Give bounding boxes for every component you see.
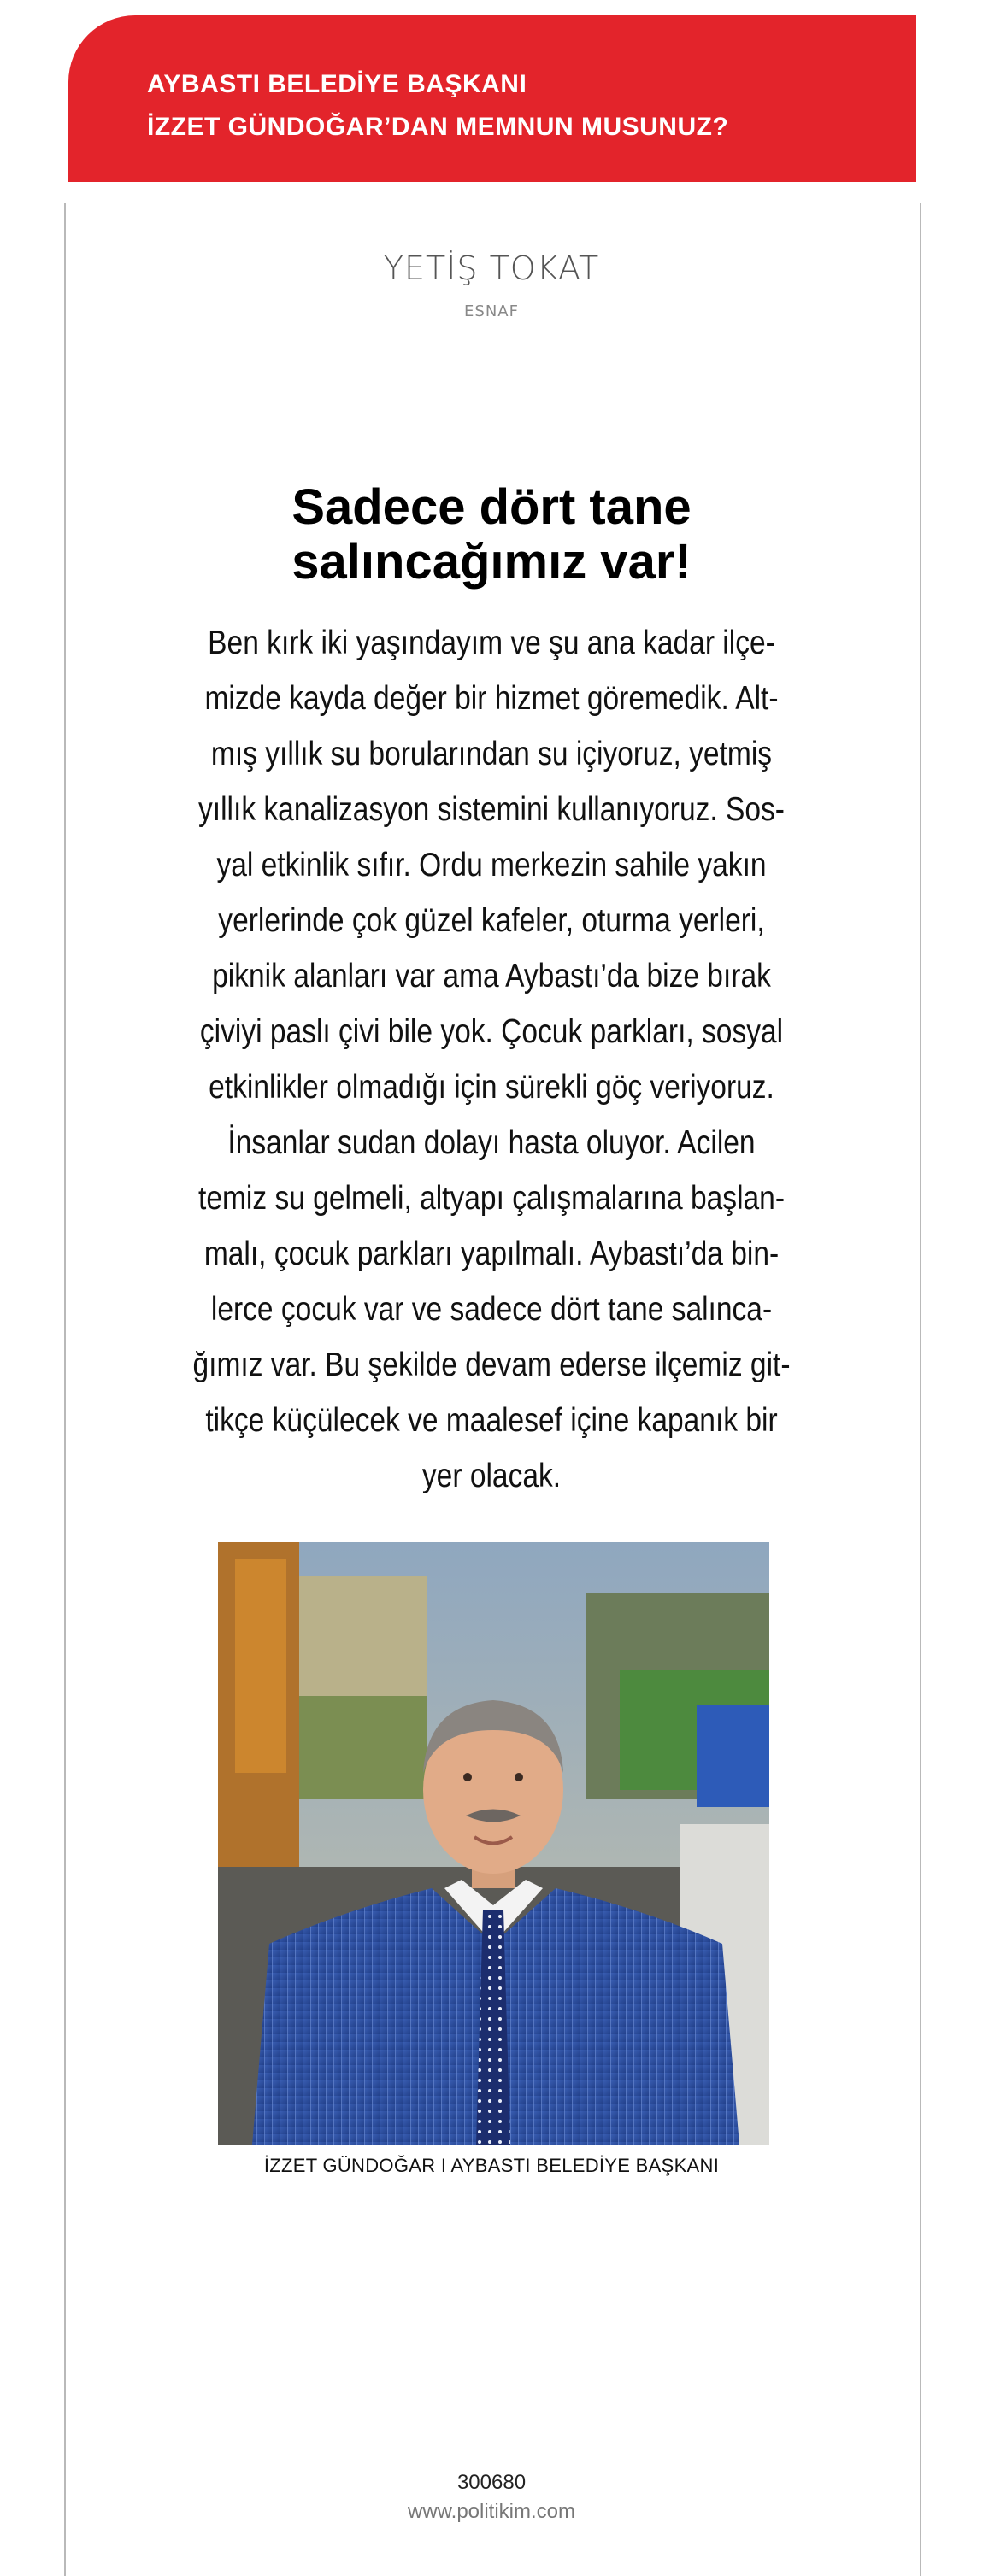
body-line: çiviyi paslı çivi bile yok. Çocuk parkları, sosyal (199, 1013, 784, 1050)
photo-caption: İZZET GÜNDOĞAR I AYBASTI BELEDİYE BAŞKANI (263, 2155, 720, 2176)
interviewee-role: ESNAF (464, 302, 519, 320)
body-line: piknik alanları var ama Aybastı’da bize bırak (212, 958, 771, 995)
body-line: yıllık kanalizasyon sistemini kullanıyoruz. Sos- (198, 791, 785, 828)
frame-divider-left (64, 203, 66, 2576)
header-banner (68, 15, 916, 182)
headline-line-1: Sadece dört tane (291, 479, 692, 535)
website-link[interactable]: www.politikim.com (407, 2500, 576, 2523)
article-headline (150, 480, 833, 590)
interviewee-name: YETİŞ TOKAT (383, 249, 600, 287)
body-line: mizde kayda değer bir hizmet göremedik. Alt- (204, 680, 779, 717)
article-body (128, 615, 855, 1504)
body-line: yerlerinde çok güzel kafeler, oturma yerleri, (218, 902, 765, 939)
body-line: mış yıllık su borularından su içiyoruz, yetmiş (210, 736, 773, 772)
body-line: temiz su gelmeli, altyapı çalışmalarına başlan- (197, 1180, 785, 1217)
page-code: 300680 (456, 2471, 527, 2494)
mayor-portrait-photo (218, 1542, 769, 2145)
body-line: malı, çocuk parkları yapılmalı. Aybastı’da bin- (203, 1235, 780, 1272)
header-title-line-2: İZZET GÜNDOĞAR’DAN MEMNUN MUSUNUZ? (147, 113, 729, 141)
body-line: ğımız var. Bu şekilde devam ederse ilçemiz git- (192, 1347, 791, 1383)
headline-line-2: salıncağımız var! (291, 534, 692, 590)
body-line: lerce çocuk var ve sadece dört tane salınca- (210, 1291, 773, 1328)
frame-divider-right (920, 203, 921, 2576)
body-line: yal etkinlik sıfır. Ordu merkezin sahile yakın (216, 847, 767, 883)
header-title-line-1: AYBASTI BELEDİYE BAŞKANI (147, 70, 527, 98)
body-line: etkinlikler olmadığı için sürekli göç veriyoruz. (209, 1069, 774, 1106)
body-line: yer olacak. (421, 1458, 562, 1494)
body-line: İnsanlar sudan dolayı hasta oluyor. Acilen (227, 1124, 756, 1161)
body-line: Ben kırk iki yaşındayım ve şu ana kadar ilçe- (208, 625, 775, 661)
body-line: tikçe küçülecek ve maalesef içine kapanık bir (205, 1402, 778, 1439)
